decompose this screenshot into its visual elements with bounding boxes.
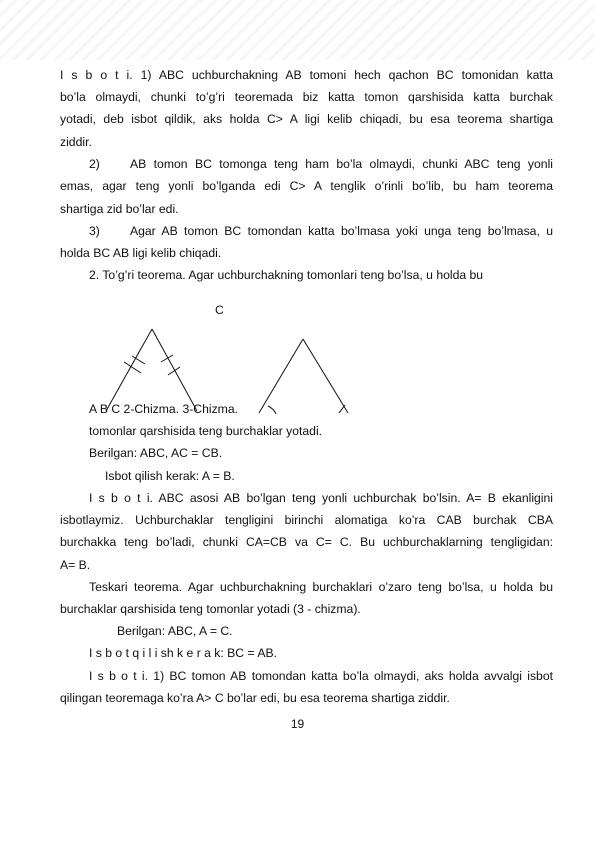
text-line: holda BC AB ligi kelib chiqadi. bbox=[60, 246, 222, 260]
text-line: I s b o t i. ABC asosi AB bo’lgan teng yonli uchburchak bo’lsin. A= B ekanligini bbox=[89, 491, 553, 505]
text-line: burchakka teng bo’ladi, chunki CA=CB va C= C. Bu uchburchaklarning tengligidan: bbox=[60, 535, 553, 549]
text-line: I s b o t i. 1) ABC uchburchakning AB tomoni hech qachon BC tomonidan katta bbox=[60, 68, 553, 82]
to-prove-line: Isbot qilish kerak: A = B. bbox=[105, 469, 235, 483]
given-line: Berilgan: ABC, AC = CB. bbox=[89, 446, 223, 460]
text-line: ziddir. bbox=[60, 135, 92, 149]
text-line: yotadi, deb isbot qildik, aks holda C> A ligi kelib chiqadi, bu esa teorema shartiga bbox=[60, 112, 553, 126]
text-line: A= B. bbox=[60, 558, 91, 572]
figure-2-triangle bbox=[106, 329, 197, 411]
given-line: Berilgan: ABC, A = C. bbox=[117, 624, 233, 638]
text-line: shartiga zid bo’lar edi. bbox=[60, 202, 179, 216]
text-line: 2. To’g’ri teorema. Agar uchburchakning tomonlari teng bo’lsa, u holda bu bbox=[89, 268, 484, 282]
figure-caption: A B C 2-Chizma. 3-Chizma. bbox=[89, 402, 238, 416]
watermark bbox=[400, 0, 595, 60]
text-line: burchaklar qarshisida teng tomonlar yotadi (3 - chizma). bbox=[60, 602, 361, 616]
page-number: 19 bbox=[290, 717, 305, 731]
text-line: I s b o t i. 1) BC tomon AB tomondan katta bo’la olmaydi, aks holda avvalgi isbot bbox=[89, 669, 553, 683]
text-line: AB tomon BC tomonga teng ham bo’la olmaydi, chunki ABC teng yonli bbox=[130, 157, 553, 171]
list-number: 2) bbox=[89, 157, 100, 171]
figure-3-triangle bbox=[259, 339, 348, 414]
text-line: emas, agar teng yonli bo’lganda edi C> A tenglik o’rinli bo’lib, bu ham teorema bbox=[60, 179, 553, 193]
text-line: isbotlaymiz. Uchburchaklar tengligini birinchi alomatiga ko’ra CAB burchak CBA bbox=[60, 513, 553, 527]
to-prove-line: I s b o t q i l i sh k e r a k: BC = AB. bbox=[89, 646, 277, 660]
text-line: Agar AB tomon BC tomondan katta bo’lmasa yoki unga teng bo’lmasa, u bbox=[130, 224, 553, 238]
watermark bbox=[200, 0, 400, 60]
text-line: bo’la olmaydi, chunki to’g’ri teoremada biz katta tomon qarshisida katta burchak bbox=[60, 90, 553, 104]
text-line: tomonlar qarshisida teng burchaklar yotadi. bbox=[89, 424, 323, 438]
list-number: 3) bbox=[89, 224, 100, 238]
text-line: Teskari teorema. Agar uchburchakning burchaklari o’zaro teng bo’lsa, u holda bu bbox=[89, 580, 553, 594]
figure-label-c: C bbox=[215, 303, 224, 317]
watermark bbox=[0, 0, 200, 60]
text-line: qilingan teoremaga ko’ra A> C bo’lar edi, bu esa teorema shartiga ziddir. bbox=[60, 691, 450, 705]
